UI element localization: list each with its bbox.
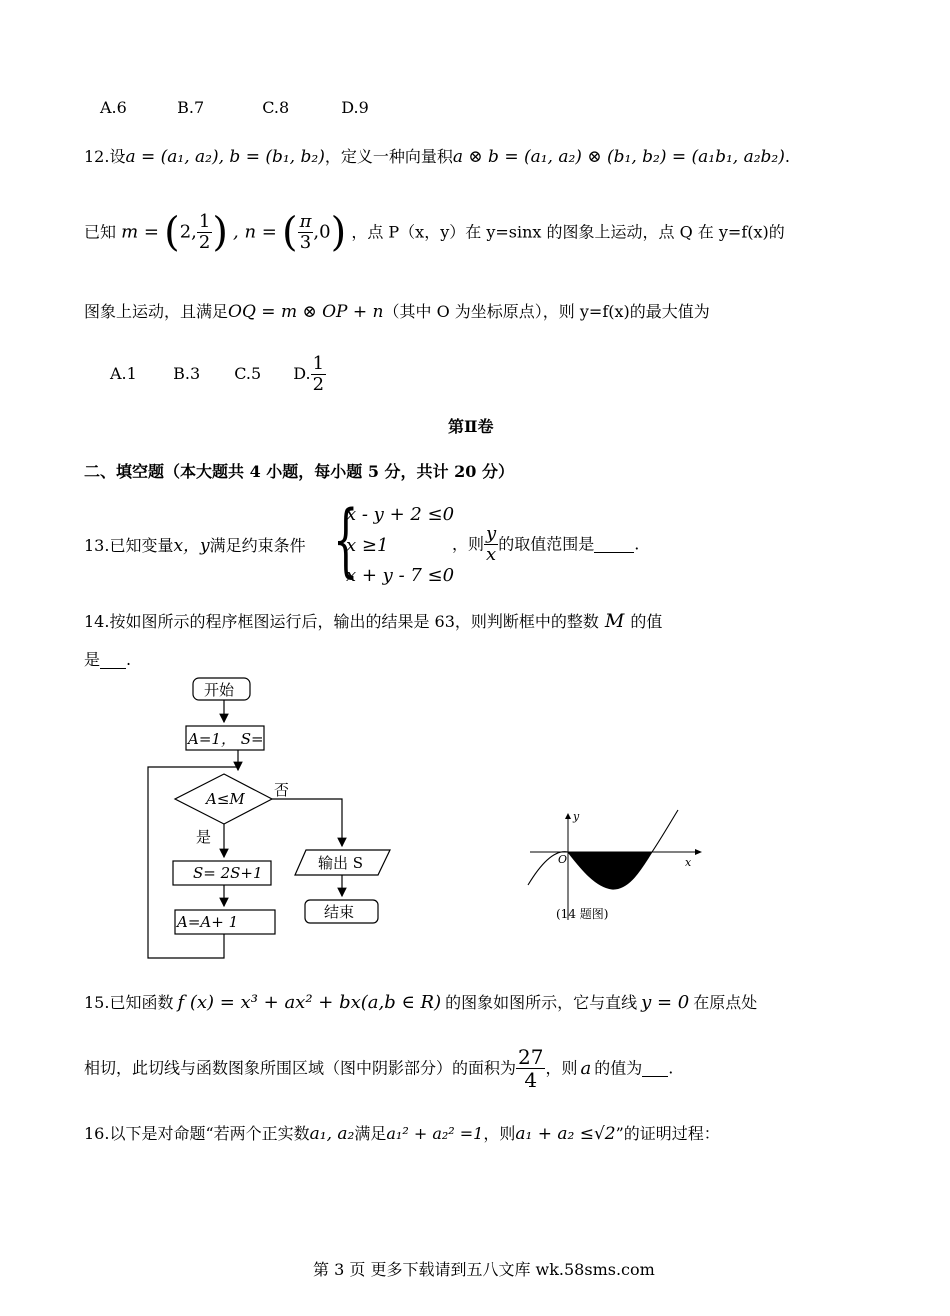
q12-line2: 已知 m = (2, $\frac{1}{2}$ ) , n = ( $\frac{\pi}{3}$ ,0) ，点 P（x，y）在 y=sinx 的图象上运动，点 Q 在 y=f(x)的: [84, 209, 785, 256]
q16-condition: a₁² + a₂² =1: [386, 1124, 484, 1143]
flow-step1-label: S= 2S+1: [193, 864, 263, 882]
q11-option-a: A.6: [100, 98, 127, 117]
flow-end-label: 结束: [324, 903, 355, 921]
q13-fraction: $\frac{y}{x}$: [486, 523, 497, 565]
flow-condition-label: A≤M: [206, 790, 245, 808]
q12-line3: [84, 304, 710, 321]
graph-caption: (14 题图): [556, 907, 609, 921]
q14-line1-text: 14.按如图所示的程序框图运行后，输出的结果是 63，则判断框中的整数: [84, 612, 599, 631]
flow-yes-label: 是: [196, 828, 212, 846]
q12-line3-tail: （其中 O 为坐标原点），则 y=f(x)的最大值为: [383, 302, 710, 321]
graph-x-label: x: [685, 856, 692, 869]
q12-option-a: A.1: [110, 364, 137, 384]
q13-tail: 的取值范围是: [498, 534, 595, 554]
flow-start-label: 开始: [204, 681, 235, 699]
q15-line-eq: y = 0: [641, 992, 690, 1013]
flowchart: [140, 670, 560, 970]
q11-option-b: B.7: [177, 98, 205, 117]
q15-line1: 15.已知函数 f (x) = x³ + ax² + bx(a,b ∈ R) 的图象如图所示，它与直线 y = 0 在原点处: [84, 992, 758, 1013]
q12-intro: 12.设: [84, 147, 126, 166]
q15-line2: 相切，此切线与函数图象所围区域（图中阴影部分）的面积为 $\frac{27}{4}$ ，则 a 的值为 .: [84, 1045, 674, 1092]
q11-options: [100, 100, 369, 116]
q16-conclusion: a₁ + a₂ ≤√2: [515, 1124, 616, 1144]
q12-line3-eq: OQ = m ⊗ OP + n: [228, 302, 384, 322]
q12-option-b: B.3: [173, 364, 201, 384]
q12-options: [110, 354, 326, 395]
q12-option-d-fraction: $\frac{1}{2}$: [312, 353, 325, 395]
q13-mid: 满足约束条件: [209, 536, 306, 555]
q12-n-fraction: $\frac{\pi}{3}$: [299, 211, 312, 253]
q14-line1: [84, 612, 662, 631]
q12-line2-prefix: 已知: [84, 222, 117, 242]
q15-var-a: a: [580, 1057, 592, 1079]
section-title: 第Ⅱ卷: [448, 417, 494, 436]
q12-line1: 12.设a = (a₁, a₂), b = (b₁, b₂)，定义一种向量积a ⊗ b = (a₁, a₂) ⊗ (b₁, b₂) = (a₁b₁, a₂b₂).: [84, 147, 790, 167]
q11-option-c: C.8: [262, 98, 290, 117]
q12-def-ab: a = (a₁, a₂), b = (b₁, b₂): [125, 147, 325, 167]
q14-line2: 是 .: [84, 650, 132, 669]
q12-line2-text: ，点 P（x，y）在 y=sinx 的图象上运动，点 Q 在 y=f(x)的: [351, 222, 785, 242]
q16-vars: a₁, a₂: [309, 1124, 355, 1144]
function-graph: [520, 805, 710, 925]
q13-prefix: 13.已知变量: [84, 536, 174, 555]
q13-brace: {: [333, 493, 359, 586]
q13-constraint-3: x + y - 7 ≤0: [346, 565, 455, 586]
flow-init-label: A=1， S=: [188, 730, 264, 748]
q13-prefix-group: [84, 538, 306, 555]
q15-fraction: $\frac{27}{4}$: [518, 1045, 544, 1092]
q12-n-label: , n =: [233, 221, 277, 243]
q12-def-op: a ⊗ b = (a₁, a₂) ⊗ (b₁, b₂) = (a₁b₁, a₂b₂): [452, 147, 785, 167]
graph-y-label: y: [573, 810, 580, 823]
q13-constraint-2: x ≥1: [346, 535, 389, 556]
q13-constraint-1: x - y + 2 ≤0: [346, 504, 455, 525]
q14-var: M: [604, 610, 625, 632]
q13-vars: x，y: [173, 536, 210, 556]
q12-m-label: m =: [121, 221, 159, 243]
q13-tail-group: ，则 $\frac{y}{x}$ 的取值范围是 .: [452, 523, 640, 565]
q12-option-c: C.5: [234, 364, 262, 384]
q11-option-d: D.9: [341, 98, 369, 117]
q12-n-right: ,0: [313, 221, 331, 243]
flow-step2-label: A=A+ 1: [177, 913, 239, 931]
q12-option-d: D.: [293, 364, 311, 384]
flow-no-label: 否: [274, 781, 290, 799]
q12-m-left: 2,: [179, 221, 197, 243]
q12-line3-text: 图象上运动，且满足: [84, 302, 229, 321]
q12-def-text: ，定义一种向量积: [324, 147, 453, 166]
q14-line1-tail: 的值: [630, 612, 663, 631]
q12-m-fraction: $\frac{1}{2}$: [198, 211, 211, 253]
q13-then: ，则: [452, 534, 485, 554]
q16-line: 16.以下是对命题“若两个正实数a₁, a₂满足a₁² + a₂² =1，则a₁ + a₂ ≤√2”的证明过程：: [84, 1124, 720, 1144]
page-footer: 第 3 页 更多下载请到五八文库 wk.58sms.com: [313, 1260, 655, 1279]
flow-output-label: 输出 S: [318, 854, 364, 872]
q15-func: f (x) = x³ + ax² + bx(a,b ∈ R): [177, 992, 442, 1013]
graph-origin-label: O: [558, 853, 568, 866]
section-heading: 二、填空题（本大题共 4 小题，每小题 5 分，共计 20 分）: [84, 462, 514, 481]
